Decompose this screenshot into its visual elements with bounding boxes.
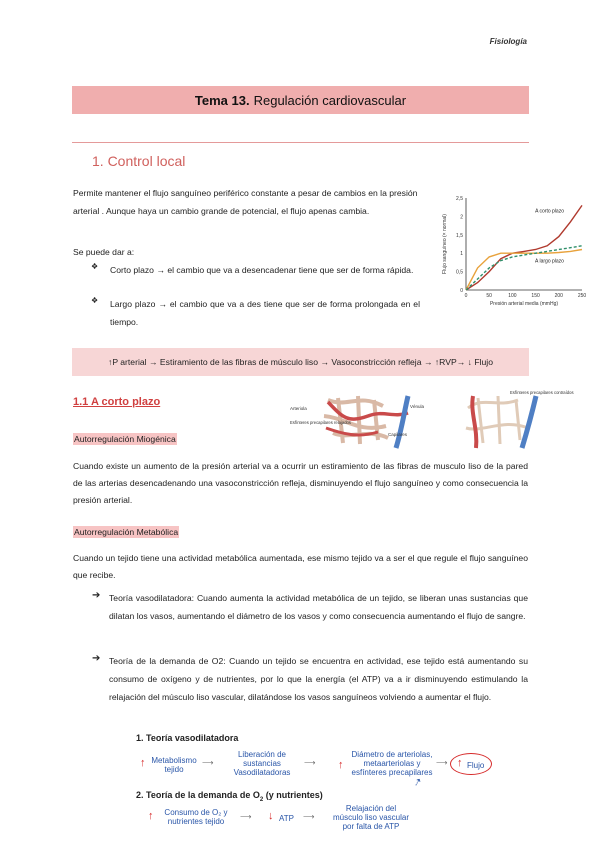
metabolic-text: Cuando un tejido tiene una actividad metabólica aumentada, ese mismo tejido va a ser el que regule el flujo sanguíneo que recibe.: [73, 553, 528, 580]
bullet-long-term: Largo plazo → el cambio que va a des tiene que ser de forma prolongada en el tiempo.: [110, 299, 420, 327]
label-sphincters-contracted: Esfínteres precapilares contraídos: [510, 390, 574, 395]
x-tick-label: 200: [554, 293, 563, 299]
title-rest: Regulación cardiovascular: [253, 92, 407, 108]
subsection-heading: 1.1 A corto plazo: [73, 396, 161, 408]
flow-arrow-icon: ⟶: [436, 758, 448, 767]
page-title: [72, 86, 529, 114]
label-sphincters-relaxed: Esfínteres precapilares relajados: [290, 420, 351, 425]
y-tick-label: 2,5: [456, 196, 463, 202]
diagram-box-metabolism: Metabolismo tejido: [151, 756, 197, 774]
bullet-short-term: Corto plazo → el cambio que va a desencadenar tiene que ser de forma rápida.: [110, 265, 414, 275]
up-arrow-icon: ↑: [457, 757, 463, 769]
intro-paragraph: Permite mantener el flujo sanguíneo periférico constante a pesar de cambios en la presión arterial . Aunque haya un cambio grande de potencial, el flujo apenas cambia.: [73, 188, 418, 216]
up-arrow-icon: ↑: [338, 759, 344, 771]
vessels-contracted-illustration: [448, 388, 574, 450]
y-tick-label: 0: [460, 288, 463, 294]
x-tick-label: 150: [531, 293, 540, 299]
y-tick-label: 0,5: [456, 269, 463, 276]
bullet-icon: ❖: [91, 262, 99, 271]
up-arrow-icon: ↑: [140, 757, 146, 769]
flow-arrow-icon: ⟶: [304, 758, 316, 767]
legend-long-term: A largo plazo: [535, 258, 564, 265]
diagram-box-atp: ATP: [279, 814, 294, 823]
x-tick-label: 100: [508, 293, 517, 299]
y-tick-label: 1,5: [456, 232, 463, 239]
legend-short-term: A corto plazo: [535, 208, 564, 215]
diagram-box-diameter: Diámetro de arteriolas, metaarteriolas y esfínteres precapilares: [351, 750, 433, 777]
title-bold: Tema 13.: [194, 92, 250, 108]
section-divider: [72, 142, 529, 143]
x-tick-label: 50: [486, 293, 492, 299]
metabolic-label: Autorregulación Metabólica: [74, 527, 179, 537]
x-tick-label: 250: [577, 293, 587, 299]
x-tick-label: 0: [464, 293, 468, 299]
y-axis-label: Flujo sanguíneo (× normal): [442, 214, 448, 274]
mechanism-chain: ↑P arterial → Estiramiento de las fibras de músculo liso → Vasoconstricción refleja → ↑RVP→ ↓ Flujo: [72, 348, 529, 376]
bullet-icon: ❖: [91, 296, 99, 305]
header-subject: Fisiología: [489, 37, 527, 46]
diagram-box-vasodilators: Liberación de sustancias Vasodilatadoras: [233, 750, 291, 777]
y-tick-label: 1: [460, 251, 463, 258]
flow-arrow-icon: ⟶: [303, 812, 315, 821]
label-capilares: Capilares: [388, 432, 408, 437]
vasodilator-theory: Teoría vasodilatadora: Cuando aumenta la actividad metabólica de un tejido, se liberan unas sustancias que dilatan los vasos, aumentando el diámetro de los vasos y como consecuencia aumentando el flujo de sangre.: [109, 593, 528, 621]
flow-arrow-icon: ⟶: [240, 812, 252, 821]
flow-arrow-icon: ⟶: [202, 758, 214, 767]
x-axis-label: Presión arterial media (mmHg): [489, 301, 559, 307]
diagram-theory1-title: 1. Teoría vasodilatadora: [136, 733, 239, 743]
diagram-box-flow: Flujo: [467, 761, 485, 770]
series-line-1: [466, 250, 582, 291]
intro-lead: Se puede dar a:: [73, 247, 135, 257]
down-arrow-icon: ↓: [268, 810, 274, 822]
flow-pressure-chart: [438, 192, 588, 316]
vessels-relaxed-illustration: [288, 388, 425, 450]
label-arteriola: Arteriola: [290, 406, 307, 411]
y-tick-label: 2: [460, 214, 463, 221]
arrow-icon: ➔: [92, 590, 101, 601]
diagram-box-consumption: Consumo de O₂ y nutrientes tejido: [164, 808, 228, 826]
diagram-box-relaxation: Relajación del músculo liso vascular por falta de ATP: [332, 804, 410, 831]
oxygen-demand-theory: Teoría de la demanda de O2: Cuando un tejido se encuentra en actividad, ese tejido está aumentando su consumo de oxígeno y de nutrientes, por lo que la energía (el ATP) va a ir disminuyendo estimulando la relajación del músculo liso vascular, dilatándose los vasos sanguíneos volviendo a aumentar el flujo.: [109, 656, 528, 702]
dashed-arrow-icon: ⇢: [411, 776, 426, 789]
up-arrow-icon: ↑: [148, 810, 154, 822]
myogenic-label: Autorregulación Miogénica: [74, 434, 176, 444]
myogenic-text: Cuando existe un aumento de la presión arterial va a ocurrir un estiramiento de las fibras de musculo liso de la pared de las arterias desencadenando una vasoconstricción refleja, disminuyendo el flujo sanguíneo y como consecuencia la presión arterial.: [73, 461, 528, 505]
diagram-theory2-title: 2. Teoría de la demanda de $O_2$ (y nutrientes): [136, 790, 323, 803]
arrow-icon: ➔: [92, 653, 101, 664]
section-heading: 1. Control local: [92, 153, 186, 169]
series-line-0: [466, 205, 582, 290]
label-venula: Vénula: [410, 404, 425, 409]
